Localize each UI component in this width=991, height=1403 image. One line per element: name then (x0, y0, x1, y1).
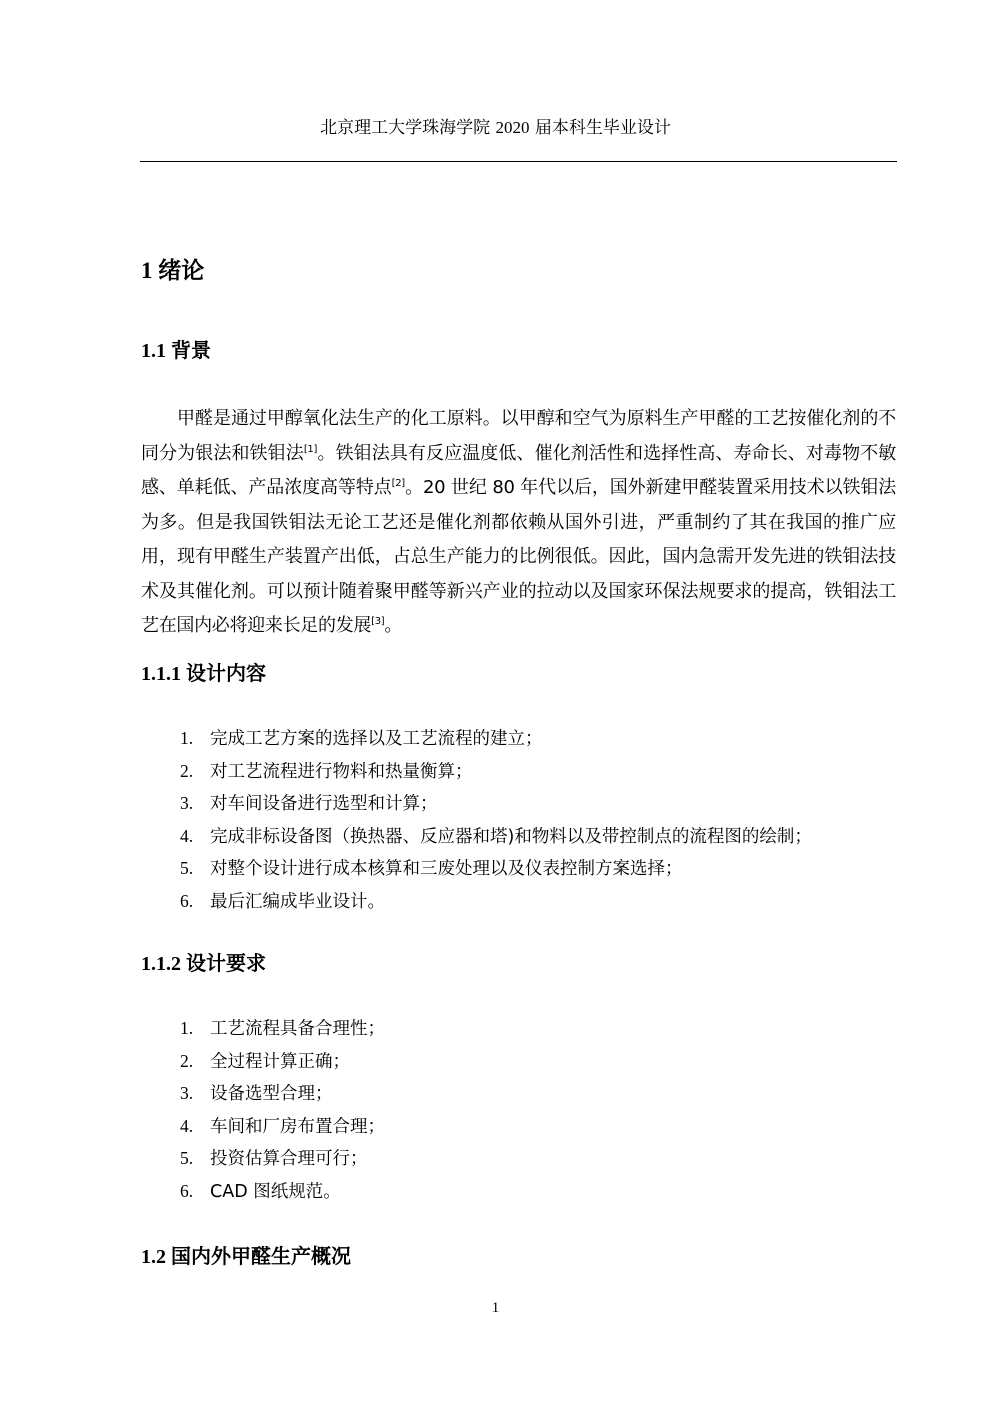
list-item (180, 787, 812, 820)
citation-3[interactable]: [3] (371, 616, 385, 627)
list-text: CAD 图纸规范。 (210, 1181, 341, 1202)
list-index: 6. (180, 1180, 194, 1201)
citation-1[interactable]: [1] (303, 443, 318, 455)
citation-2[interactable]: [2] (391, 478, 405, 489)
list-index: 3. (180, 1083, 194, 1103)
header-year: 2020 (495, 118, 530, 137)
list-item (180, 755, 812, 788)
section-1-1-2-title: 1.1.2 设计要求 (141, 953, 266, 975)
design-content-list (180, 722, 812, 917)
list-text: 完成非标设备图（换热器、反应器和塔)和物料以及带控制点的流程图的绘制； (210, 826, 812, 847)
header-suffix: 届本科生毕业设计 (529, 118, 671, 138)
list-index: 1. (180, 1018, 194, 1038)
list-text: 最后汇编成毕业设计。 (210, 891, 385, 912)
list-text: 投资估算合理可行； (210, 1149, 368, 1169)
list-item (180, 1077, 385, 1110)
list-index: 4. (180, 825, 194, 846)
list-text: 设备选型合理； (210, 1084, 333, 1104)
list-index: 4. (180, 1115, 194, 1136)
section-1-1-1-title: 1.1.1 设计内容 (141, 663, 266, 685)
list-text: 对车间设备进行选型和计算； (210, 794, 438, 814)
paragraph-text: 。铁钼法具有反应温度低、催化剂活性和选择性高、寿命长、对毒物不敏感、单耗低、产品浓度高等特点 (141, 442, 896, 498)
list-index: 5. (180, 1148, 194, 1168)
list-text: 对工艺流程进行物料和热量衡算； (210, 761, 473, 782)
header-prefix: 北京理工大学珠海学院 (320, 118, 496, 138)
list-text: 全过程计算正确； (210, 1051, 350, 1072)
list-index: 2. (180, 1050, 194, 1071)
list-index: 5. (180, 858, 194, 878)
list-item (180, 1012, 385, 1045)
list-item (180, 885, 812, 918)
page-number: 1 (491, 1300, 500, 1316)
section-1-2-title: 1.2 国内外甲醛生产概况 (141, 1246, 351, 1268)
paragraph-text: 。 (384, 615, 403, 636)
background-paragraph (141, 402, 896, 644)
list-index: 3. (180, 793, 194, 813)
list-index: 6. (180, 890, 194, 911)
design-requirements-list (180, 1012, 385, 1207)
list-index: 1. (180, 728, 194, 748)
list-text: 完成工艺方案的选择以及工艺流程的建立； (210, 729, 543, 749)
chapter-title: 1 绪论 (141, 258, 205, 283)
list-text: 对整个设计进行成本核算和三废处理以及仪表控制方案选择； (210, 859, 683, 879)
section-1-1-title: 1.1 背景 (141, 340, 211, 362)
list-item (180, 722, 812, 755)
list-item (180, 1045, 385, 1078)
paragraph-text: 。20 世纪 80 年代以后，国外新建甲醛装置采用技术以铁钼法为多。但是我国铁钼法无论工艺还是催化剂都依赖从国外引进，严重制约了其在我国的推广应用，现有甲醛生产装置产出低，占总生产能力的比例很低。因此，国内急需开发先进的铁钼法技术及其催化剂。可以预计随着聚甲醛等新兴产业的拉动以及国家环保法规要求的提高，铁钼法工艺在国内必将迎来长足的发展 (141, 477, 896, 636)
list-item (180, 1110, 385, 1143)
header-divider (140, 161, 897, 162)
list-text: 工艺流程具备合理性； (210, 1019, 385, 1039)
list-text: 车间和厂房布置合理； (210, 1116, 385, 1137)
list-item (180, 820, 812, 853)
paragraph-text: 甲醛是通过甲醇氧化法生产的化工原料。以甲醇和空气为原料生产甲醛的工艺按催化剂的不同分为银法和铁钼法 (141, 408, 896, 464)
list-index: 2. (180, 760, 194, 781)
list-item (180, 852, 812, 885)
page-header (0, 116, 991, 140)
list-item (180, 1175, 385, 1208)
list-item (180, 1142, 385, 1175)
